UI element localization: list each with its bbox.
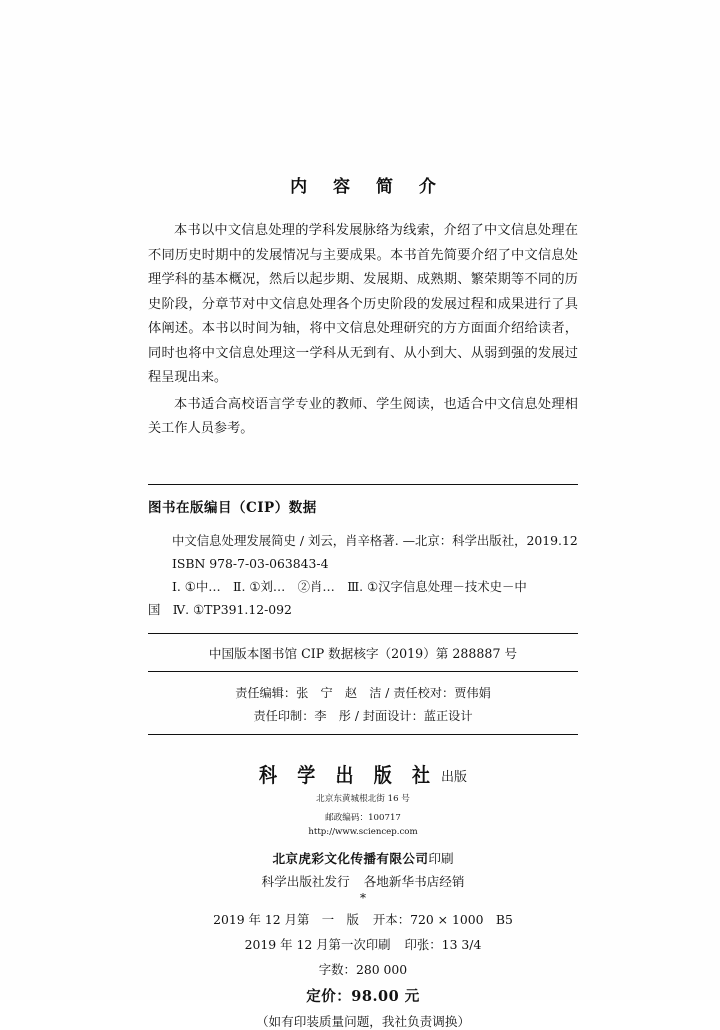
abstract-section bbox=[148, 219, 578, 442]
cip-number-line: 中国版本图书馆 CIP 数据核字（2019）第 288887 号 bbox=[208, 645, 518, 661]
printer-row bbox=[148, 848, 578, 867]
spec-line-1 bbox=[148, 909, 578, 930]
staff-section bbox=[148, 672, 578, 734]
staff-line-2: 责任印制：李 彤 / 封面设计：蓝正设计 bbox=[253, 708, 473, 723]
abstract-paragraph-2: 本书适合高校语言学专业的教师、学生阅读，也适合中文信息处理相关工作人员参考。 bbox=[148, 396, 578, 436]
publisher-address: 北京东黄城根北街 16 号 bbox=[316, 793, 410, 804]
publisher-suffix: 出版 bbox=[441, 769, 468, 785]
staff-line-1: 责任编辑：张 宁 赵 洁 / 责任校对：贾伟娟 bbox=[235, 685, 491, 700]
publisher-section bbox=[148, 735, 578, 1030]
cip-classification-line-2: 国 Ⅳ. ①TP391.12-092 bbox=[148, 601, 292, 617]
print-sheets: 印张：13 3/4 bbox=[404, 936, 482, 952]
publisher-logo: 科 学 出 版 社 bbox=[258, 763, 438, 787]
price-line: 定价：98.00 元 bbox=[306, 987, 420, 1005]
distribution-row bbox=[148, 871, 578, 890]
publisher-logo-row bbox=[148, 761, 578, 787]
printer-suffix: 印刷 bbox=[428, 850, 454, 866]
cip-isbn-line: ISBN 978-7-03-063843-4 bbox=[172, 555, 329, 571]
cip-title-line: 中文信息处理发展简史 / 刘云，肖辛格著. —北京：科学出版社，2019.12 bbox=[172, 532, 578, 548]
quality-notice: （如有印装质量问题，我社负责调换） bbox=[255, 1013, 471, 1029]
page-title: 内 容 简 介 bbox=[290, 177, 446, 197]
edition-date: 2019 年 12 月第 一 版 bbox=[213, 911, 359, 927]
cip-heading: 图书在版编目（CIP）数据 bbox=[148, 499, 317, 516]
cip-block bbox=[148, 485, 578, 621]
abstract-paragraph-1: 本书以中文信息处理的学科发展脉络为线索，介绍了中文信息处理在不同历史时期中的发展情况与主要成果。本书首先简要介绍了中文信息处理学科的基本概况，然后以起步期、发展期、成熟期、繁荣期等不同的历史阶段，分章节对中文信息处理各个历史阶段的发展过程和成果进行了具体阐述。本书以时间为轴，将中文信息处理研究的方方面面介绍给读者，同时也将中文信息处理这一学科从无到有、从小到大、从弱到强的发展过程呈现出来。 bbox=[148, 223, 578, 385]
print-date: 2019 年 12 月第一次印刷 bbox=[244, 936, 391, 952]
cip-classification-line-1: Ⅰ. ①中… Ⅱ. ①刘… ②肖… Ⅲ. ①汉字信息处理－技术史－中 bbox=[172, 578, 527, 594]
page-content bbox=[148, 172, 578, 1030]
printer-name: 北京虎彩文化传播有限公司 bbox=[272, 850, 429, 866]
publisher-url[interactable]: http://www.sciencep.com bbox=[308, 826, 418, 837]
separator-star: * bbox=[360, 890, 366, 905]
book-format: 开本：720 × 1000 B5 bbox=[372, 911, 513, 927]
distribution-stores: 各地新华书店经销 bbox=[363, 873, 465, 889]
spec-line-3: 字数：280 000 bbox=[318, 961, 408, 977]
spec-line-2 bbox=[148, 934, 578, 955]
publisher-postcode: 邮政编码：100717 bbox=[325, 812, 401, 823]
distribution-publisher: 科学出版社发行 bbox=[261, 873, 350, 889]
